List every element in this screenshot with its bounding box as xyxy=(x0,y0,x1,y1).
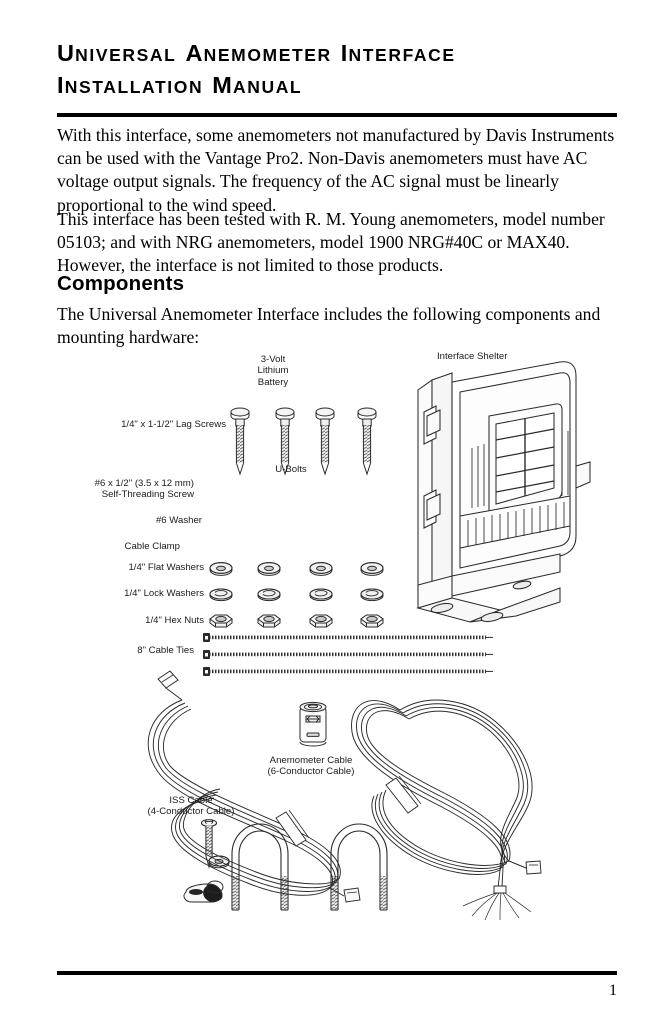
lag-screws-label: 1/4" x 1-1/2" Lag Screws xyxy=(121,419,226,430)
battery-illustration xyxy=(300,702,326,746)
components-intro-paragraph: The Universal Anemometer Interface includes the following components and mounting hardware: xyxy=(57,304,601,348)
cable-clamp-illustration xyxy=(184,881,223,902)
title-line-2: INSTALLATION MANUAL xyxy=(57,72,303,98)
components-heading: Components xyxy=(57,272,185,295)
flat-washers-illustration xyxy=(210,563,383,576)
u-bolts-illustration xyxy=(232,824,387,910)
lock-washers-illustration xyxy=(210,589,383,601)
cable-ties-label: 8" Cable Ties xyxy=(137,645,194,656)
iss-cable-illustration xyxy=(148,671,360,902)
self-threading-screw-label: #6 x 1/2" (3.5 x 12 mm) Self-Threading Screw xyxy=(94,478,194,501)
header-rule xyxy=(57,113,617,117)
page-number: 1 xyxy=(609,982,617,999)
page-title xyxy=(57,38,617,102)
cable-ties-illustration xyxy=(203,633,493,676)
components-figure xyxy=(0,340,663,920)
intro-paragraph: With this interface, some anemometers not manufactured by Davis Instruments can be used with the Vantage Pro2. Non-Davis anemometers must have AC voltage output signals. The frequency of the AC signal must be linearly proportional to the wind speed. xyxy=(57,125,615,215)
u-bolts-label: U-Bolts xyxy=(275,464,307,475)
battery-label: 3-Volt Lithium Battery xyxy=(257,354,289,388)
interface-shelter-illustration xyxy=(418,362,590,623)
flat-washers-label: 1/4" Flat Washers xyxy=(128,562,204,573)
interface-shelter-label: Interface Shelter xyxy=(437,351,508,362)
title-line-1: UNIVERSAL ANEMOMETER INTERFACE xyxy=(57,40,456,66)
anemometer-cable-label: Anemometer Cable (6-Conductor Cable) xyxy=(267,755,355,778)
footer-rule xyxy=(57,971,617,975)
washer-6-label: #6 Washer xyxy=(155,515,202,526)
tested-models-paragraph: This interface has been tested with R. M. Young anemometers, model number 05103; and with NRG anemometers, model 1900 NRG#40C or MAX40. However, the interface is not limited to those products. xyxy=(57,209,605,276)
hex-nuts-label: 1/4" Hex Nuts xyxy=(145,615,204,626)
lock-washers-label: 1/4" Lock Washers xyxy=(124,588,204,599)
hex-nuts-illustration xyxy=(210,615,383,627)
cable-clamp-label: Cable Clamp xyxy=(124,541,180,552)
iss-cable-label: ISS Cable (4-Conductor Cable) xyxy=(147,795,235,818)
